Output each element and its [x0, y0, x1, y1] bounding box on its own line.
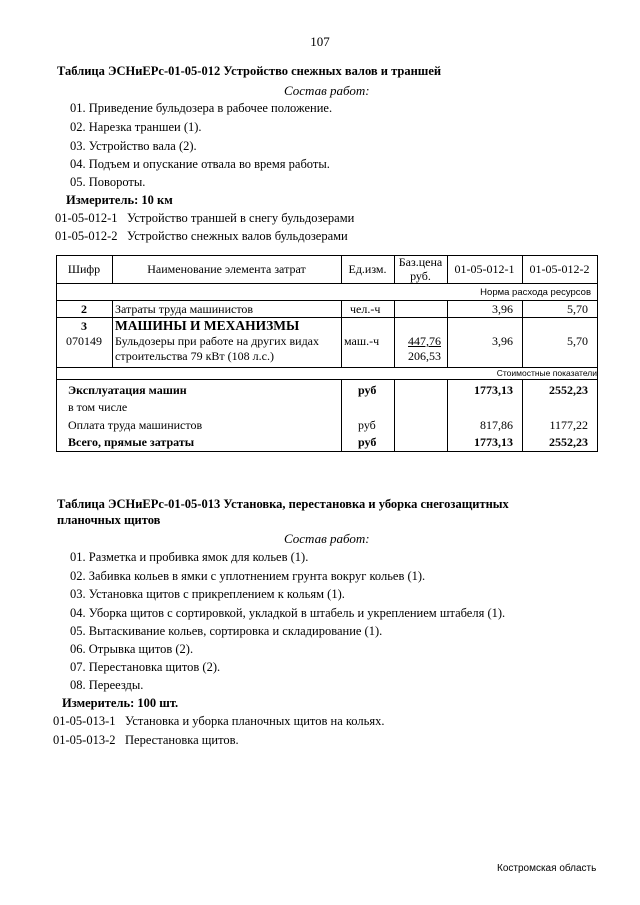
row-machine-price2: 206,53 — [408, 349, 441, 363]
header-price-line1: Баз.цена — [398, 255, 443, 269]
row-machine-cipher: 070149 — [66, 334, 102, 348]
table-border — [447, 379, 448, 451]
row-machine-v2: 5,70 — [567, 334, 588, 348]
row-machine-v1: 3,96 — [492, 334, 513, 348]
table-border — [341, 379, 342, 451]
header-price-line2: руб. — [410, 269, 431, 283]
table2-work-item: 01. Разметка и пробивка ямок для кольев (1). — [70, 550, 309, 564]
table-border — [56, 255, 598, 256]
table1-meter: Измеритель: 10 км — [66, 193, 173, 207]
table2-work-item: 08. Переезды. — [70, 678, 144, 692]
table2-work-item: 03. Установка щитов с прикреплением к кольям (1). — [70, 587, 345, 601]
table-border — [56, 300, 598, 301]
row-exploit-v1: 1773,13 — [474, 383, 513, 397]
section-costs-label: Стоимостные показатели — [496, 368, 597, 378]
row-exploit-unit: руб — [358, 383, 377, 397]
table2-code-line — [53, 733, 239, 748]
table1-code-line — [55, 229, 348, 244]
table1-work-item: 04. Подъем и опускание отвала во время работы. — [70, 157, 330, 171]
row-labor-name: Затраты труда машинистов — [115, 302, 254, 316]
table-border — [522, 300, 523, 367]
section-norms-label: Норма расхода ресурсов — [480, 287, 591, 298]
row-exploit-v2: 2552,23 — [549, 383, 588, 397]
header-unit: Ед.изм. — [348, 262, 387, 276]
table2-work-item: 05. Вытаскивание кольев, сортировка и складирование (1). — [70, 624, 383, 638]
table1-code-line — [55, 211, 354, 226]
row-pay-name: Оплата труда машинистов — [68, 418, 203, 432]
row-pay-unit: руб — [358, 418, 376, 432]
table-border — [341, 300, 342, 367]
table-border — [394, 379, 395, 451]
row-pay-v2: 1177,22 — [549, 418, 588, 432]
row-total-v2: 2552,23 — [549, 435, 588, 449]
table-border — [597, 255, 598, 451]
row-machines-name: МАШИНЫ И МЕХАНИЗМЫ — [115, 318, 300, 333]
code-description: Перестановка щитов. — [125, 733, 239, 747]
row-exploit-name: Эксплуатация машин — [68, 383, 187, 397]
table1-work-item: 05. Повороты. — [70, 175, 146, 189]
row-machine-name-line2: строительства 79 кВт (108 л.с.) — [115, 349, 274, 363]
row-pay-v1: 817,86 — [480, 418, 513, 432]
table-border — [56, 283, 598, 284]
row-total-unit: руб — [358, 435, 377, 449]
header-cipher: Шифр — [67, 262, 101, 276]
table2-work-item: 07. Перестановка щитов (2). — [70, 660, 221, 674]
row-machine-name-line1: Бульдозеры при работе на других видах — [115, 334, 320, 348]
header-col2: 01-05-012-2 — [529, 262, 590, 276]
row-total-v1: 1773,13 — [474, 435, 513, 449]
row-machine-unit: маш.-ч — [344, 334, 380, 348]
table-border — [447, 300, 448, 367]
table-border — [56, 379, 598, 380]
header-name: Наименование элемента затрат — [147, 262, 306, 276]
table2-work-item: 04. Уборка щитов с сортировкой, укладкой в штабель и укреплением штабеля (1). — [70, 606, 506, 620]
table1-work-item: 03. Устройство вала (2). — [70, 139, 197, 153]
row-machine-price1: 447,76 — [408, 334, 441, 348]
table-border — [56, 451, 598, 452]
row-total-name: Всего, прямые затраты — [68, 435, 195, 449]
header-col1: 01-05-012-1 — [454, 262, 515, 276]
code: 01-05-013-2 — [53, 733, 116, 747]
table2-title-line1: Таблица ЭСНиЕРс-01-05-013 Установка, перестановка и уборка снегозащитных — [57, 497, 509, 511]
page-number: 107 — [310, 34, 330, 49]
row-including: в том числе — [68, 400, 128, 414]
table1-sostav-label: Состав работ: — [284, 83, 370, 98]
table2-title-line2: планочных щитов — [57, 513, 161, 527]
code-description: Устройство снежных валов бульдозерами — [127, 229, 348, 243]
row-machines-cipher: 3 — [81, 319, 87, 333]
table2-work-item: 02. Забивка кольев в ямки с уплотнением грунта вокруг кольев (1). — [70, 569, 426, 583]
table-border — [522, 379, 523, 451]
table2-meter: Измеритель: 100 шт. — [62, 696, 179, 710]
table2-code-line — [53, 714, 384, 729]
code: 01-05-012-1 — [55, 211, 118, 225]
footer-region: Костромская область — [497, 863, 597, 874]
code-description: Установка и уборка планочных щитов на кольях. — [125, 714, 385, 728]
table-border — [56, 255, 57, 451]
table1-work-item: 01. Приведение бульдозера в рабочее положение. — [70, 101, 333, 115]
row-labor-v1: 3,96 — [492, 302, 513, 316]
code-description: Устройство траншей в снегу бульдозерами — [127, 211, 355, 225]
table2-work-item: 06. Отрывка щитов (2). — [70, 642, 194, 656]
table-border — [112, 300, 113, 367]
table1-work-item: 02. Нарезка траншеи (1). — [70, 120, 202, 134]
row-labor-v2: 5,70 — [567, 302, 588, 316]
row-labor-cipher: 2 — [81, 302, 87, 316]
code: 01-05-012-2 — [55, 229, 118, 243]
row-labor-unit: чел.-ч — [350, 302, 381, 316]
table2-sostav-label: Состав работ: — [284, 531, 370, 546]
table1-title: Таблица ЭСНиЕРс-01-05-012 Устройство снежных валов и траншей — [57, 64, 442, 78]
code: 01-05-013-1 — [53, 714, 116, 728]
